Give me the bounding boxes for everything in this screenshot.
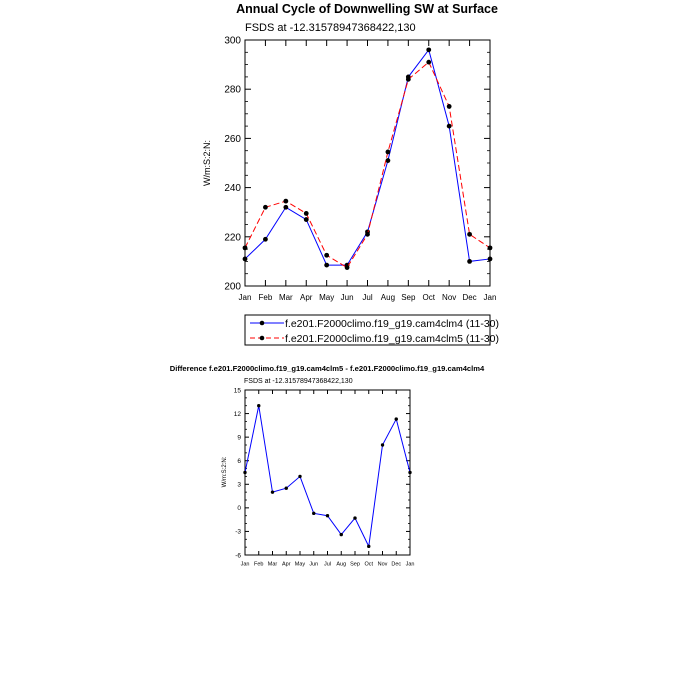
y-tick-label: 3 <box>237 481 241 489</box>
diff-y-axis-label: W/m:S:2:N: <box>222 456 228 488</box>
data-point <box>263 237 268 242</box>
x-tick-label: Jan <box>240 561 250 568</box>
y-tick-label: 15 <box>233 387 241 395</box>
data-point <box>285 487 288 490</box>
data-point <box>447 104 452 109</box>
data-point <box>243 245 248 250</box>
data-point <box>312 512 315 515</box>
x-tick-label: Apr <box>281 561 291 568</box>
data-point <box>283 199 288 204</box>
legend-marker-clm5 <box>260 336 265 341</box>
data-point <box>271 490 274 493</box>
x-tick-label: Dec <box>391 561 402 568</box>
x-tick-label: Aug <box>380 293 396 302</box>
data-point <box>324 253 329 258</box>
data-point <box>367 545 370 548</box>
data-point <box>488 245 493 250</box>
y-tick-label: -3 <box>235 528 241 536</box>
data-point <box>243 257 248 262</box>
x-tick-label: Apr <box>300 293 313 302</box>
x-tick-label: Nov <box>442 293 457 302</box>
y-tick-label: 220 <box>224 232 241 244</box>
data-point <box>381 443 384 446</box>
x-tick-label: Feb <box>258 293 273 302</box>
y-tick-label: 260 <box>224 133 241 145</box>
x-tick-label: Nov <box>377 561 388 568</box>
y-tick-label: 9 <box>237 434 241 442</box>
data-point <box>426 47 431 52</box>
y-tick-label: 280 <box>224 84 241 96</box>
data-point <box>406 77 411 82</box>
y-tick-label: 200 <box>224 281 241 293</box>
plot-frame <box>245 40 490 286</box>
x-tick-label: Sep <box>401 293 416 302</box>
x-tick-label: Jul <box>362 293 373 302</box>
data-point <box>467 259 472 264</box>
x-tick-label: Oct <box>422 293 435 302</box>
data-point <box>353 516 356 519</box>
data-point <box>340 533 343 536</box>
data-point <box>345 265 350 270</box>
series-line-1 <box>245 406 410 547</box>
data-point <box>283 205 288 210</box>
data-point <box>298 475 301 478</box>
chart-subtitle: FSDS at -12.31578947368422,130 <box>245 22 416 34</box>
data-point <box>386 158 391 163</box>
x-tick-label: Jan <box>238 293 252 302</box>
legend-marker-clm4 <box>260 321 265 326</box>
x-tick-label: Aug <box>336 561 347 568</box>
data-point <box>263 205 268 210</box>
x-tick-label: Sep <box>350 561 360 568</box>
x-tick-label: May <box>319 293 335 302</box>
x-tick-label: Jun <box>340 293 354 302</box>
x-tick-label: Jan <box>405 561 415 568</box>
legend-label-clm4: f.e201.F2000climo.f19_g19.cam4clm4 (11-30) <box>285 318 500 330</box>
data-point <box>243 471 246 474</box>
x-tick-label: Jan <box>483 293 497 302</box>
data-point <box>324 263 329 268</box>
diff-chart-subtitle: FSDS at -12.31578947368422,130 <box>244 378 353 385</box>
legend-label-clm5: f.e201.F2000climo.f19_g19.cam4clm5 (11-30) <box>285 333 500 345</box>
diff-chart-title: Difference f.e201.F2000climo.f19_g19.cam4clm5 - f.e201.F2000climo.f19_g19.cam4clm4 <box>169 364 485 373</box>
data-point <box>408 471 411 474</box>
data-point <box>467 232 472 237</box>
x-tick-label: Oct <box>364 561 374 568</box>
data-point <box>365 232 370 237</box>
data-point <box>386 150 391 155</box>
y-tick-label: 6 <box>237 457 241 465</box>
data-point <box>257 404 260 407</box>
x-tick-label: May <box>294 561 306 568</box>
legend <box>245 315 499 345</box>
chart-title: Annual Cycle of Downwelling SW at Surface <box>236 2 498 16</box>
data-point <box>395 417 398 420</box>
x-tick-label: Dec <box>462 293 477 302</box>
y-axis-label: W/m:S:2:N: <box>202 139 212 187</box>
data-point <box>488 257 493 262</box>
data-point <box>304 211 309 216</box>
x-tick-label: Jun <box>309 561 319 568</box>
x-tick-label: Feb <box>254 561 264 568</box>
data-point <box>447 124 452 129</box>
y-tick-label: 300 <box>224 35 241 47</box>
y-tick-label: 240 <box>224 183 241 195</box>
y-tick-label: 12 <box>233 410 241 418</box>
data-point <box>326 514 329 517</box>
x-tick-label: Jul <box>323 561 332 568</box>
x-tick-label: Mar <box>267 561 278 568</box>
y-tick-label: 0 <box>237 505 241 513</box>
data-point <box>426 60 431 65</box>
y-tick-label: -6 <box>235 552 241 560</box>
x-tick-label: Mar <box>278 293 293 302</box>
